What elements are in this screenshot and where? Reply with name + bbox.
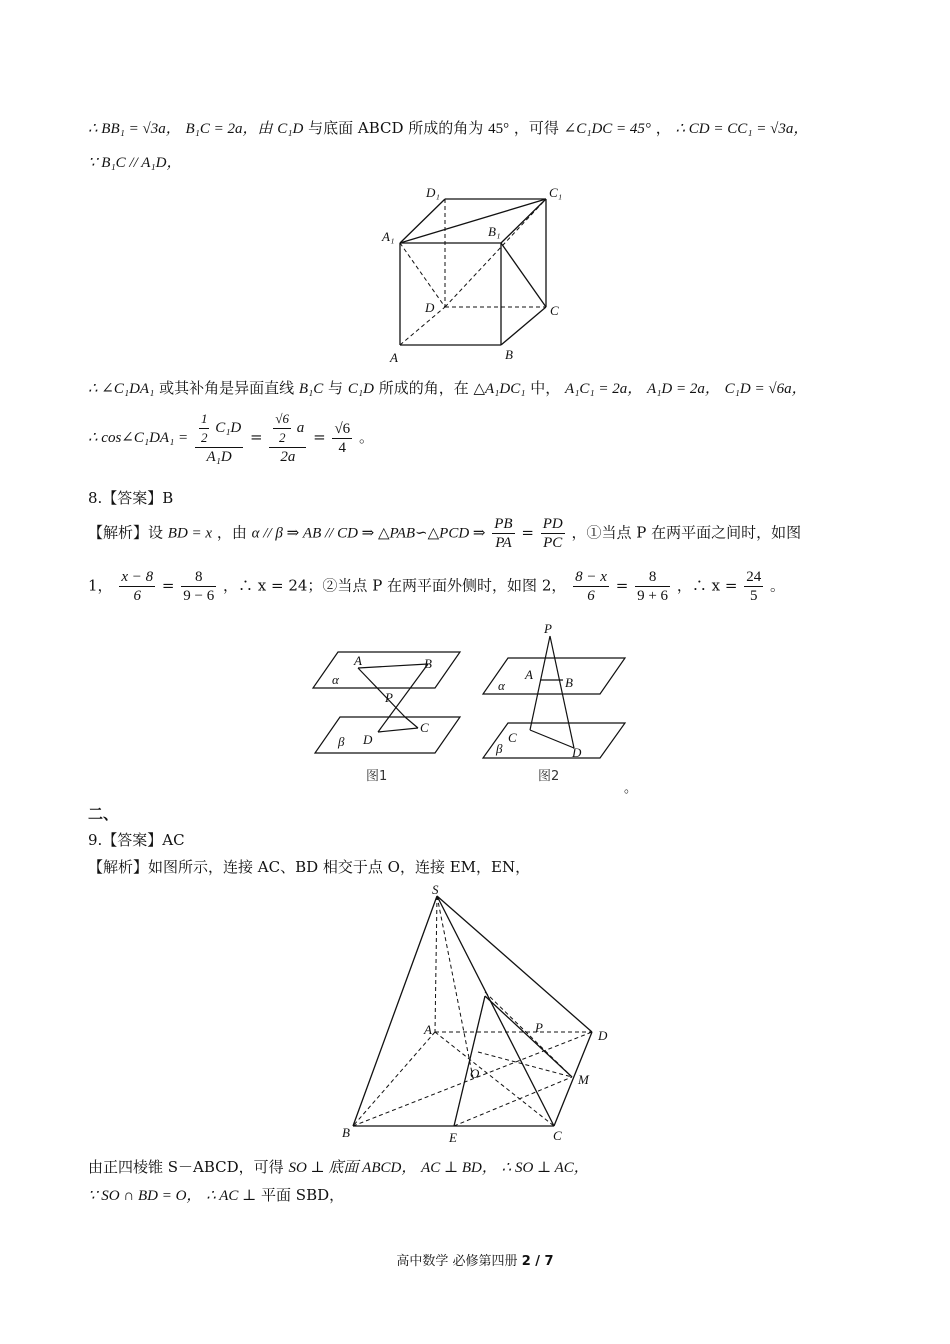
a1c1: A₁C₁ = 2a， — [565, 381, 643, 397]
fig2-d: D — [572, 745, 582, 760]
fig2-a: A — [525, 667, 533, 682]
text: 与 — [328, 379, 344, 397]
line-2: ∵ B₁C // A₁D， — [88, 155, 182, 171]
frac-3: $\frac{√6}{4}$ — [334, 420, 351, 456]
q8-answer: 8.【答案】B — [88, 489, 174, 507]
frac-1: $\frac{1}{2}$ C₁D A₁D — [195, 410, 243, 466]
line-3 — [88, 378, 807, 399]
frac-8-96: $\frac{8}{9 - 6}$ — [183, 569, 215, 604]
q9-line-1: 【解析】如图所示，连接 AC、BD 相交于点 O，连接 EM，EN， — [88, 858, 531, 876]
pyr-e: E — [449, 1130, 457, 1145]
angle-c1dc: ∠C₁DC = 45° — [563, 121, 651, 137]
line-1 — [88, 118, 808, 139]
fig1-d: D — [363, 732, 373, 747]
planes-figure — [310, 620, 640, 794]
frac-8x-6: $\frac{8 - x}{6}$ — [575, 569, 607, 604]
a1d: A₁D = 2a， — [647, 381, 720, 397]
frac-pd-pc: $\frac{PD}{PC}$ — [542, 516, 563, 551]
pyr-o: O — [470, 1066, 480, 1081]
label-b1: B₁ — [488, 224, 501, 239]
bb1-eq: ∴ BB₁ = √3a， — [88, 121, 181, 137]
footer-title: 高中数学 必修第四册 — [396, 1254, 518, 1269]
label-a: A — [390, 350, 398, 365]
angle: ∴ ∠C₁DA₁ — [88, 381, 155, 397]
q8-line-1: 【解析】设 BD = x ，由 α // β ⇒ AB // CD ⇒ △PAB∽△PCD ⇒ $\frac{PB}{PA}$ = $\frac{PD}{PC}$ ，①当点 P 在两平面之间时，如图 — [88, 516, 802, 551]
text: 与底面 ABCD 所成的角为 — [308, 119, 484, 137]
fig-period: 。 — [624, 781, 638, 796]
triangle: △A₁DC₁ — [473, 381, 526, 397]
pyr-a: A — [424, 1022, 432, 1037]
label-c1: C₁ — [549, 185, 563, 200]
line-4: ∴ cos∠C₁DA₁ = $\frac{1}{2}$ C₁D A₁D = $\frac{√6}{2}$ a 2a = $\frac{√6}{4}$ 。 — [88, 411, 374, 465]
c1d: C₁D — [277, 121, 304, 137]
text: 所成的角，在 — [378, 379, 469, 397]
cube-svg — [378, 185, 578, 365]
pyramid-figure — [340, 882, 630, 1148]
b1c: B₁C — [298, 381, 324, 397]
frac-2: $\frac{√6}{2}$ a 2a — [269, 410, 306, 466]
frac-x8-6: $\frac{x - 8}{6}$ — [121, 569, 154, 604]
cos-prefix: ∴ cos∠C₁DA₁ = — [88, 430, 189, 446]
label-b: B — [505, 347, 513, 362]
page-footer — [0, 1250, 950, 1269]
fig1-b: B — [424, 656, 432, 671]
text: 或其补角是异面直线 — [159, 379, 295, 397]
planes-svg — [310, 620, 640, 796]
pyr-p: P — [535, 1020, 543, 1035]
frac-pb-pa: $\frac{PB}{PA}$ — [494, 516, 513, 551]
text: 中， — [530, 379, 561, 397]
angle-45: 45° — [488, 121, 510, 137]
c1d: C₁D — [347, 381, 374, 397]
frac-8-96b: $\frac{8}{9 + 6}$ — [637, 569, 669, 604]
pyr-b: B — [342, 1125, 350, 1140]
cd-eq: ∴ CD = CC₁ = √3a， — [675, 121, 809, 137]
pyr-s: S — [432, 882, 439, 897]
label-d: D — [425, 300, 435, 315]
fig2-alpha: α — [498, 678, 505, 693]
pyramid-svg — [340, 882, 630, 1144]
fig2-p: P — [544, 621, 552, 636]
fig2-b: B — [565, 675, 573, 690]
fig1-a: A — [354, 653, 362, 668]
c1d-val: C₁D = √6a， — [724, 381, 807, 397]
q8-line-2: 1， $\frac{x - 8}{6}$ = $\frac{8}{9 - 6}$ ，∴ x = 24；②当点 P 在两平面外侧时，如图 2， $\frac{8 - x}{6}$ = $\frac{8}{9 + 6}$ ，∴ x = $\frac{24}{5}$ 。 — [88, 569, 785, 604]
fig1-beta: β — [338, 734, 345, 749]
cube-figure — [378, 185, 578, 369]
q9-answer: 9.【答案】AC — [88, 831, 185, 849]
section-2: 二、 — [88, 805, 119, 823]
fig1-caption: 图1 — [366, 769, 388, 784]
fig1-c: C — [420, 720, 429, 735]
fig2-c: C — [508, 730, 517, 745]
label-c: C — [550, 303, 559, 318]
frac-24-5: $\frac{24}{5}$ — [746, 569, 762, 604]
fig1-p: P — [385, 690, 393, 705]
q9-line-2: 由正四棱锥 S－ABCD，可得 SO ⊥ 底面 ABCD， AC ⊥ BD， ∴ SO ⊥ AC， — [88, 1158, 589, 1176]
pyr-d: D — [598, 1028, 608, 1043]
fig1-alpha: α — [332, 672, 339, 687]
label-d1: D₁ — [426, 185, 440, 200]
pyr-m: M — [578, 1072, 589, 1087]
q9-line-3: ∵ SO ∩ BD = O， ∴ AC ⊥ 平面 SBD， — [88, 1186, 345, 1204]
text: ， — [655, 119, 671, 137]
fig2-caption: 图2 — [538, 769, 560, 784]
page-number: 2 / 7 — [521, 1254, 554, 1269]
pyr-c: C — [553, 1128, 562, 1143]
b1c-eq: B₁C = 2a，由 — [185, 121, 273, 137]
label-a1: A₁ — [382, 229, 395, 244]
text: ，可得 — [513, 119, 559, 137]
fig2-beta: β — [496, 741, 503, 756]
